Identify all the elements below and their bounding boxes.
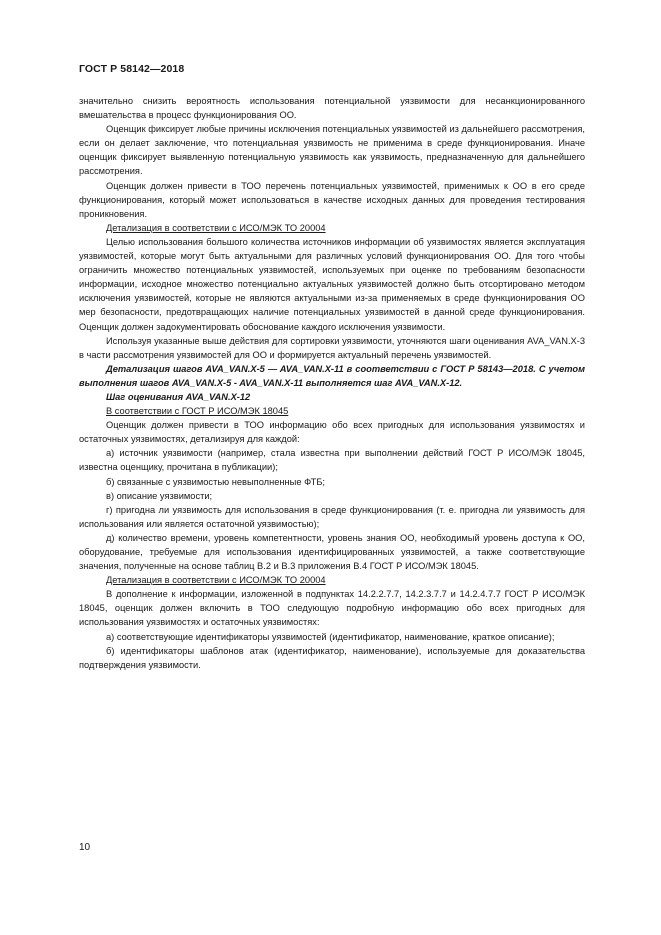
subheading-gost-18045: В соответствии с ГОСТ Р ИСО/МЭК 18045: [106, 406, 289, 417]
paragraph-continuation: значительно снизить вероятность использования потенциальной уязвимости для несанкционированного вмешательства в процесс функционирования ОО.: [79, 96, 585, 121]
paragraph: Используя указанные выше действия для сортировки уязвимости, уточняются шаги оценивания AVA_VAN.X-3 в части рассмотрения уязвимостей для ОО и формируется актуальный перечень уязвимостей.: [79, 335, 585, 360]
list-item: а) соответствующие идентификаторы уязвимостей (идентификатор, наименование, краткое описание);: [106, 631, 555, 642]
document-header: ГОСТ Р 58142—2018: [79, 63, 185, 75]
paragraph: Оценщик должен привести в ТОО перечень потенциальных уязвимостей, применимых к ОО в его среде функционирования, который может использоваться в качестве исходных данных для проведения тестирования проникновения.: [79, 180, 585, 219]
document-body: [79, 94, 585, 672]
paragraph: Оценщик фиксирует любые причины исключения потенциальных уязвимостей из дальнейшего рассмотрения, если он делает заключение, что потенциальная уязвимость не применима в среде функционирования. Иначе оценщик фиксирует выявленную потенциальную уязвимость как уязвимость, предназначенную для дальнейшего рассмотрения.: [79, 124, 585, 177]
list-item: а) источник уязвимости (например, стала известна при выполнении действий ГОСТ Р ИСО/МЭК 18045, известна оценщику, прочитана в публикации);: [79, 448, 585, 473]
paragraph: Целью использования большого количества источников информации об уязвимостях является эксплуатация уязвимостей, которые могут быть актуальными для различных условий функционирования ОО. Для того чтобы ограничить множество потенциальных уязвимостей, используемых при оценке по требованиям безопасности информации, исходное множество потенциально актуальных уязвимостей должно быть отсортировано методом исключения уязвимостей, которые не являются актуальными из-за применяемых в среде функционирования ОО мер безопасности, предотвращающих наличие потенциальных уязвимостей в данной среде функционирования. Оценщик должен задокументировать обоснование каждого исключения уязвимости.: [79, 236, 585, 332]
list-item: д) количество времени, уровень компетентности, уровень знания ОО, необходимый уровень доступа к ОО, оборудование, требуемые для использования идентифицированных уязвимостей, а также соответствующие значения, полученные на основе таблиц В.2 и В.3 приложения В.4 ГОСТ Р ИСО/МЭК 18045.: [79, 532, 585, 572]
subheading-detail-iso-20004: Детализация в соответствии с ИСО/МЭК ТО 20004: [106, 575, 326, 586]
page-number: 10: [79, 842, 91, 853]
list-item: г) пригодна ли уязвимость для использования в среде функционирования (т. е. пригодна ли уязвимость для использования или является остаточной уязвимостью);: [79, 504, 585, 529]
subheading-detail-iso-20004: Детализация в соответствии с ИСО/МЭК ТО 20004: [106, 222, 326, 233]
paragraph: Оценщик должен привести в ТОО информацию обо всех пригодных для использования уязвимостях и остаточных уязвимостях, детализируя для каждой:: [79, 420, 585, 445]
list-item: б) идентификаторы шаблонов атак (идентификатор, наименование), используемые для доказательства подтверждения уязвимости.: [79, 645, 585, 670]
step-heading: Шаг оценивания AVA_VAN.X-12: [106, 391, 251, 402]
detail-steps-heading: Детализация шагов AVA_VAN.X-5 — AVA_VAN.X-11 в соответствии с ГОСТ Р 58143—2018. С учетом выполнения шагов AVA_VAN.X-5 - AVA_VAN.X-11 выполняется шаг AVA_VAN.X-12.: [79, 363, 585, 388]
list-item: в) описание уязвимости;: [106, 490, 213, 501]
list-item: б) связанные с уязвимостью невыполненные ФТБ;: [106, 476, 325, 487]
paragraph: В дополнение к информации, изложенной в подпунктах 14.2.2.7.7, 14.2.3.7.7 и 14.2.4.7.7 ГОСТ Р ИСО/МЭК 18045, оценщик должен включить в ТОО следующую подробную информацию обо всех пригодных для использования уязвимостях и остаточных уязвимостях:: [79, 589, 585, 628]
